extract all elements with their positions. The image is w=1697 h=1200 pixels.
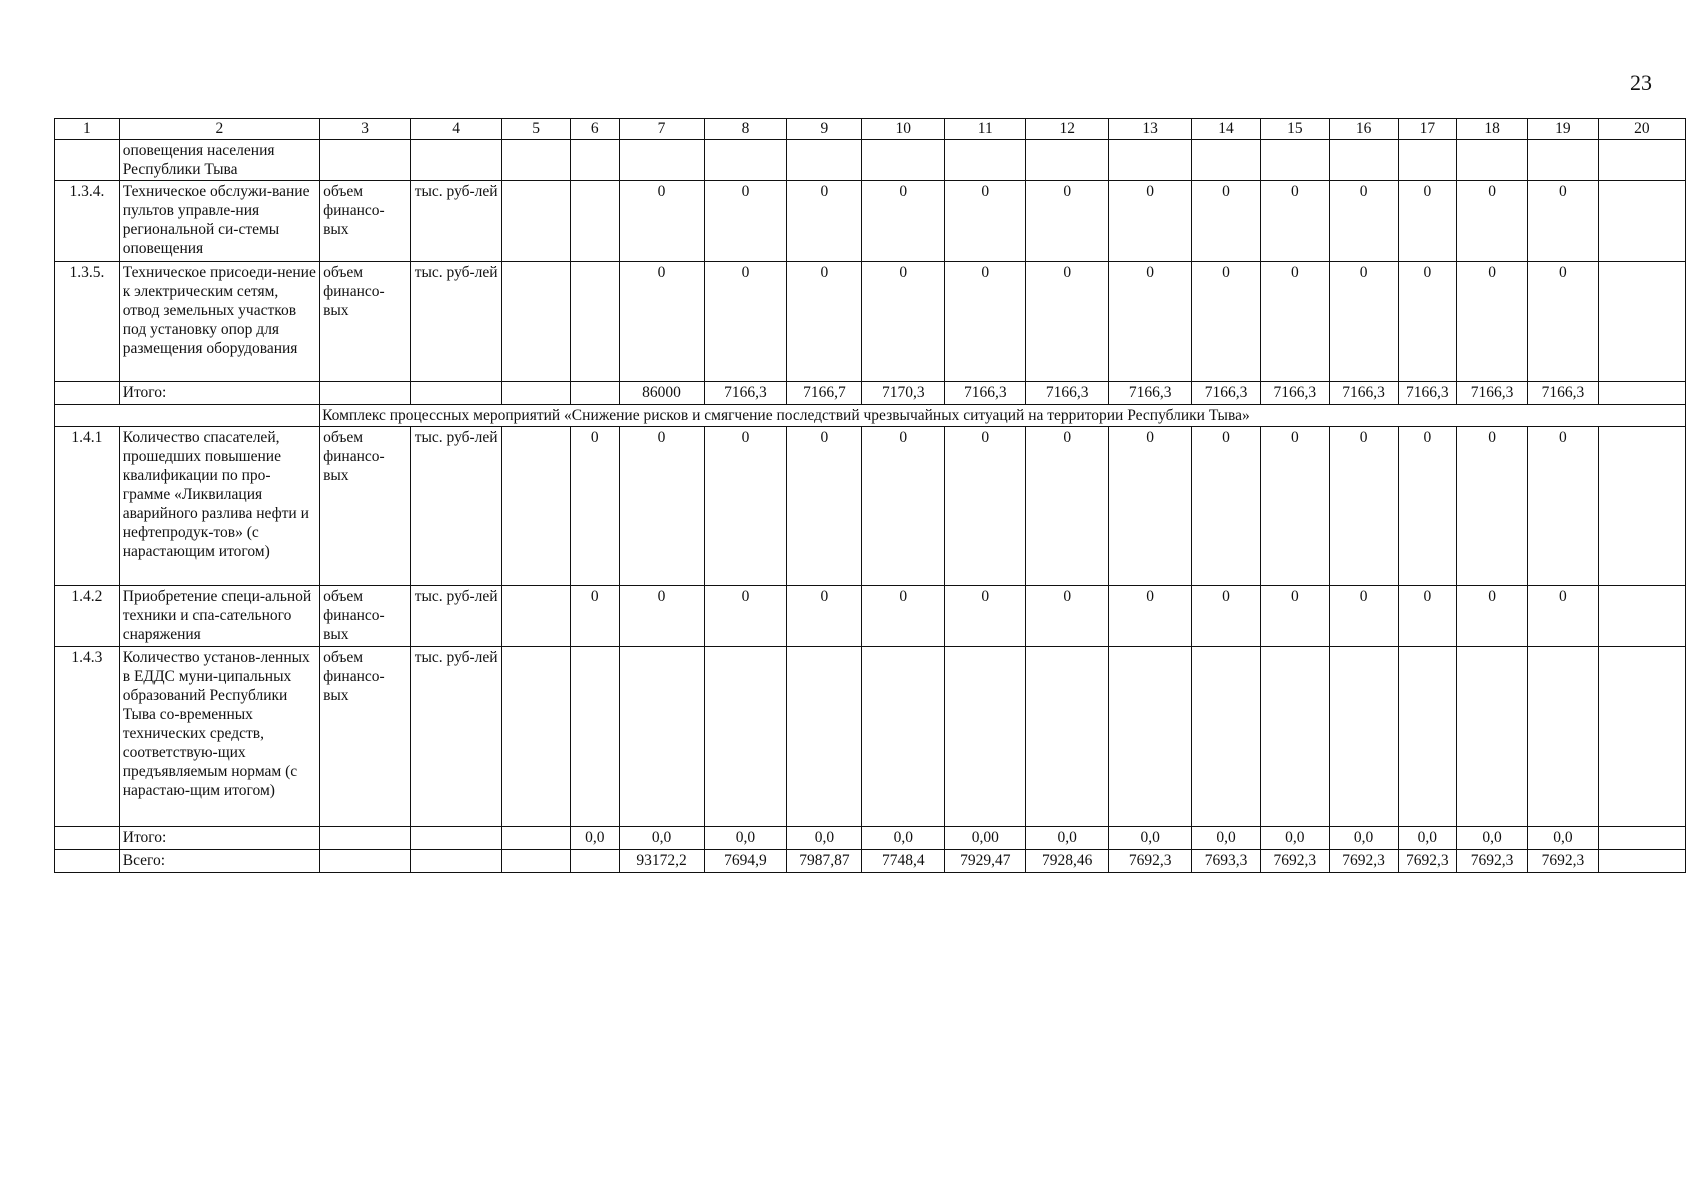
value-cell: 0,0	[704, 827, 787, 850]
row-unit: тыс. руб-лей	[411, 181, 502, 262]
value-cell: 86000	[619, 382, 704, 405]
value-cell: 7987,87	[787, 850, 862, 873]
value-cell: 0,00	[945, 827, 1026, 850]
value-cell: 0,0	[1528, 827, 1599, 850]
value-cell	[1598, 181, 1685, 262]
value-cell: 0,0	[1398, 827, 1457, 850]
value-cell: 7166,3	[1026, 382, 1109, 405]
value-cell: 0	[619, 262, 704, 382]
value-cell: 0	[1260, 586, 1329, 647]
value-cell	[570, 647, 619, 827]
header-cell: 19	[1528, 119, 1599, 140]
value-cell	[1598, 427, 1685, 586]
row-unit: тыс. руб-лей	[411, 262, 502, 382]
value-cell	[502, 850, 571, 873]
header-cell: 13	[1109, 119, 1192, 140]
row-unit	[411, 140, 502, 181]
value-cell: 0	[619, 586, 704, 647]
value-cell: 0	[1192, 586, 1261, 647]
header-cell: 16	[1329, 119, 1398, 140]
row-indicator: объем финансо-вых	[320, 262, 411, 382]
table-row	[55, 140, 1686, 181]
value-cell	[862, 647, 945, 827]
value-cell: 7166,3	[1457, 382, 1528, 405]
row-indicator	[320, 382, 411, 405]
value-cell	[502, 382, 571, 405]
page-number: 23	[1630, 70, 1652, 95]
row-unit	[411, 382, 502, 405]
value-cell	[1026, 140, 1109, 181]
value-cell	[1398, 140, 1457, 181]
row-name: Техническое присоеди-нение к электрическим сетям, отвод земельных участков под установку опор для размещения оборудования	[119, 262, 319, 382]
header-cell: 2	[119, 119, 319, 140]
value-cell: 0	[619, 427, 704, 586]
row-indicator: объем финансо-вых	[320, 647, 411, 827]
value-cell	[1598, 140, 1685, 181]
row-number	[55, 140, 120, 181]
value-cell: 0	[1398, 262, 1457, 382]
value-cell: 7166,3	[1528, 382, 1599, 405]
table-row	[55, 181, 1686, 262]
value-cell: 0,0	[1026, 827, 1109, 850]
value-cell: 0	[1457, 586, 1528, 647]
value-cell: 0	[945, 262, 1026, 382]
value-cell	[787, 140, 862, 181]
value-cell	[570, 850, 619, 873]
value-cell: 0	[1109, 262, 1192, 382]
value-cell	[1457, 647, 1528, 827]
value-cell: 0	[1026, 181, 1109, 262]
header-cell: 7	[619, 119, 704, 140]
value-cell: 0	[945, 181, 1026, 262]
value-cell: 0	[1528, 586, 1599, 647]
value-cell: 7166,3	[1260, 382, 1329, 405]
value-cell: 0	[704, 181, 787, 262]
value-cell: 0	[862, 181, 945, 262]
value-cell: 0,0	[570, 827, 619, 850]
value-cell: 7929,47	[945, 850, 1026, 873]
budget-table	[54, 118, 1686, 873]
row-indicator	[320, 850, 411, 873]
value-cell	[787, 647, 862, 827]
value-cell: 0,0	[1192, 827, 1261, 850]
value-cell: 0	[787, 181, 862, 262]
value-cell: 0	[945, 586, 1026, 647]
value-cell: 0,0	[1457, 827, 1528, 850]
table-row	[55, 262, 1686, 382]
value-cell	[1192, 140, 1261, 181]
header-cell: 11	[945, 119, 1026, 140]
value-cell: 0	[1260, 262, 1329, 382]
header-cell: 15	[1260, 119, 1329, 140]
value-cell: 0	[1329, 181, 1398, 262]
value-cell	[1598, 827, 1685, 850]
row-number	[55, 850, 120, 873]
value-cell	[502, 827, 571, 850]
value-cell: 0	[787, 586, 862, 647]
value-cell: 7170,3	[862, 382, 945, 405]
value-cell: 0	[787, 262, 862, 382]
value-cell: 7693,3	[1192, 850, 1261, 873]
value-cell: 0	[1026, 427, 1109, 586]
value-cell: 0,0	[1329, 827, 1398, 850]
value-cell: 7692,3	[1260, 850, 1329, 873]
row-unit: тыс. руб-лей	[411, 647, 502, 827]
value-cell: 7166,3	[1109, 382, 1192, 405]
row-number: 1.4.2	[55, 586, 120, 647]
value-cell: 0,0	[787, 827, 862, 850]
row-unit	[411, 850, 502, 873]
value-cell: 7692,3	[1457, 850, 1528, 873]
value-cell: 0	[862, 427, 945, 586]
header-cell: 9	[787, 119, 862, 140]
value-cell: 0	[1329, 262, 1398, 382]
header-cell: 10	[862, 119, 945, 140]
value-cell: 0	[1457, 427, 1528, 586]
header-cell: 14	[1192, 119, 1261, 140]
value-cell	[570, 382, 619, 405]
value-cell: 0	[1192, 427, 1261, 586]
header-row	[55, 119, 1686, 140]
value-cell	[1598, 850, 1685, 873]
value-cell: 0,0	[1109, 827, 1192, 850]
value-cell: 0	[1528, 427, 1599, 586]
value-cell: 0	[1109, 181, 1192, 262]
row-name: Количество спасателей, прошедших повышение квалификации по про-грамме «Ликвилация аварийного разлива нефти и нефтепродук-тов» (с нарастающим итогом)	[119, 427, 319, 586]
row-name: Всего:	[119, 850, 319, 873]
value-cell: 0	[862, 586, 945, 647]
value-cell: 0	[1109, 427, 1192, 586]
value-cell	[570, 140, 619, 181]
value-cell: 7694,9	[704, 850, 787, 873]
value-cell	[570, 181, 619, 262]
header-cell: 5	[502, 119, 571, 140]
row-unit: тыс. руб-лей	[411, 427, 502, 586]
value-cell: 7692,3	[1109, 850, 1192, 873]
value-cell: 7166,3	[1329, 382, 1398, 405]
row-number: 1.4.1	[55, 427, 120, 586]
value-cell: 0	[570, 586, 619, 647]
row-unit: тыс. руб-лей	[411, 586, 502, 647]
value-cell: 7166,3	[1192, 382, 1261, 405]
value-cell: 0	[619, 181, 704, 262]
row-unit	[411, 827, 502, 850]
value-cell: 0	[704, 262, 787, 382]
value-cell	[1598, 382, 1685, 405]
value-cell	[570, 262, 619, 382]
value-cell	[502, 427, 571, 586]
value-cell: 0	[1026, 262, 1109, 382]
value-cell: 0	[1457, 262, 1528, 382]
value-cell: 0	[862, 262, 945, 382]
value-cell: 7928,46	[1026, 850, 1109, 873]
table-row	[55, 647, 1686, 827]
value-cell: 0,0	[862, 827, 945, 850]
table-row	[55, 586, 1686, 647]
header-cell: 12	[1026, 119, 1109, 140]
value-cell	[1109, 140, 1192, 181]
value-cell: 7166,3	[945, 382, 1026, 405]
value-cell: 0,0	[1260, 827, 1329, 850]
value-cell	[1109, 647, 1192, 827]
value-cell: 0	[1329, 586, 1398, 647]
value-cell	[862, 140, 945, 181]
value-cell: 0	[1398, 427, 1457, 586]
table-row	[55, 427, 1686, 586]
value-cell: 7692,3	[1329, 850, 1398, 873]
value-cell	[1329, 647, 1398, 827]
value-cell	[704, 647, 787, 827]
row-indicator: объем финансо-вых	[320, 181, 411, 262]
row-indicator	[320, 827, 411, 850]
value-cell	[1457, 140, 1528, 181]
value-cell: 7166,3	[704, 382, 787, 405]
value-cell	[502, 140, 571, 181]
row-number: 1.3.4.	[55, 181, 120, 262]
header-cell: 1	[55, 119, 120, 140]
value-cell: 7166,3	[1398, 382, 1457, 405]
value-cell	[1528, 647, 1599, 827]
value-cell: 0	[1457, 181, 1528, 262]
header-cell: 8	[704, 119, 787, 140]
value-cell	[945, 647, 1026, 827]
row-name: Итого:	[119, 382, 319, 405]
value-cell	[1260, 140, 1329, 181]
value-cell	[619, 140, 704, 181]
header-cell: 6	[570, 119, 619, 140]
value-cell	[1598, 262, 1685, 382]
row-name: Приобретение специ-альной техники и спа-сательного снаряжения	[119, 586, 319, 647]
value-cell: 0	[1398, 586, 1457, 647]
row-name: оповещения населения Республики Тыва	[119, 140, 319, 181]
row-number: 1.4.3	[55, 647, 120, 827]
value-cell	[704, 140, 787, 181]
value-cell	[502, 586, 571, 647]
section-row	[55, 405, 1686, 427]
row-indicator: объем финансо-вых	[320, 586, 411, 647]
value-cell	[1598, 586, 1685, 647]
value-cell: 0	[1192, 262, 1261, 382]
row-number	[55, 827, 120, 850]
header-cell: 20	[1598, 119, 1685, 140]
value-cell: 0,0	[619, 827, 704, 850]
value-cell: 7748,4	[862, 850, 945, 873]
value-cell	[502, 647, 571, 827]
value-cell: 0	[787, 427, 862, 586]
value-cell: 0	[1026, 586, 1109, 647]
value-cell: 0	[1528, 181, 1599, 262]
row-indicator: объем финансо-вых	[320, 427, 411, 586]
value-cell	[502, 262, 571, 382]
header-cell: 4	[411, 119, 502, 140]
value-cell	[502, 181, 571, 262]
value-cell: 7166,7	[787, 382, 862, 405]
value-cell	[1528, 140, 1599, 181]
header-cell: 17	[1398, 119, 1457, 140]
row-name: Количество установ-ленных в ЕДДС муни-ципальных образований Республики Тыва со-временных технических средств, соответствую-щих предъявляемым нормам (с нарастаю-щим итогом)	[119, 647, 319, 827]
row-name: Техническое обслужи-вание пультов управле-ния региональной си-стемы оповещения	[119, 181, 319, 262]
value-cell	[1260, 647, 1329, 827]
value-cell	[1598, 647, 1685, 827]
row-number	[55, 382, 120, 405]
value-cell	[1026, 647, 1109, 827]
total-row	[55, 382, 1686, 405]
value-cell: 0	[1192, 181, 1261, 262]
value-cell: 7692,3	[1528, 850, 1599, 873]
value-cell: 0	[704, 427, 787, 586]
header-cell: 18	[1457, 119, 1528, 140]
value-cell	[1329, 140, 1398, 181]
value-cell	[619, 647, 704, 827]
value-cell: 0	[1329, 427, 1398, 586]
value-cell: 7692,3	[1398, 850, 1457, 873]
row-indicator	[320, 140, 411, 181]
value-cell	[1398, 647, 1457, 827]
value-cell	[945, 140, 1026, 181]
total-row	[55, 850, 1686, 873]
value-cell: 0	[945, 427, 1026, 586]
value-cell: 0	[704, 586, 787, 647]
total-row	[55, 827, 1686, 850]
header-cell: 3	[320, 119, 411, 140]
value-cell: 0	[1109, 586, 1192, 647]
value-cell: 0	[1260, 427, 1329, 586]
value-cell: 0	[570, 427, 619, 586]
value-cell: 93172,2	[619, 850, 704, 873]
section-title: Комплекс процессных мероприятий «Снижение рисков и смягчение последствий чрезвычайных ситуаций на территории Республики Тыва»	[320, 405, 1686, 427]
value-cell: 0	[1398, 181, 1457, 262]
value-cell: 0	[1260, 181, 1329, 262]
value-cell	[1192, 647, 1261, 827]
value-cell: 0	[1528, 262, 1599, 382]
row-number: 1.3.5.	[55, 262, 120, 382]
section-spacer	[55, 405, 320, 427]
row-name: Итого:	[119, 827, 319, 850]
